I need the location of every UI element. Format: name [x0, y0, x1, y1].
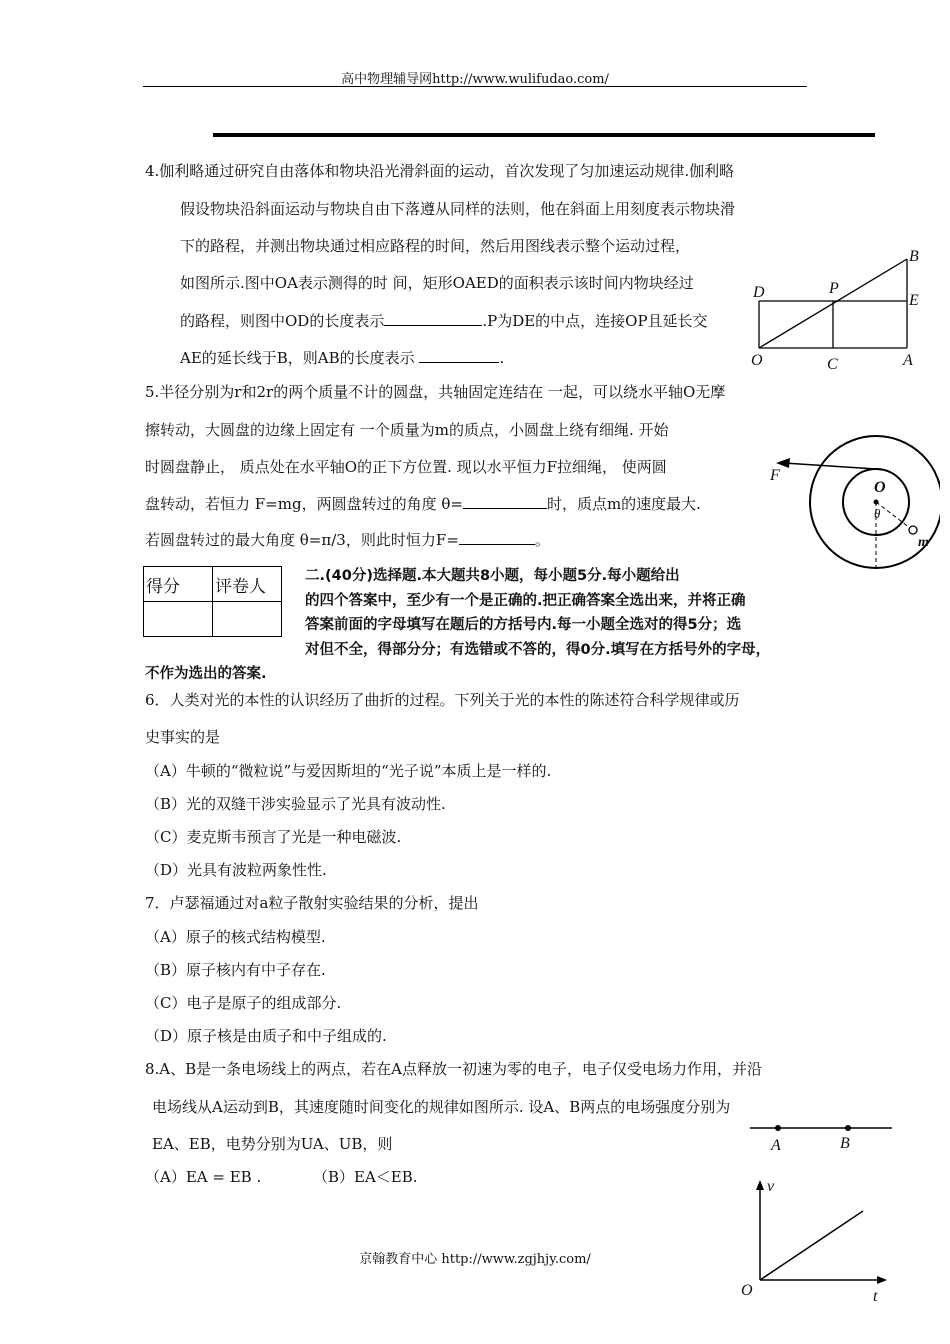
page-footer: 京翰教育中心 http://www.zgjhjy.com/ [359, 1252, 591, 1267]
q4-figure [745, 245, 925, 375]
q8-graph-label-O: O [741, 1282, 753, 1299]
q7-option-b: （B）原子核内有中子存在. [145, 961, 326, 979]
q5-line-4 [145, 494, 701, 514]
q4-line-5-tail: .P为DE的中点，连接OP且延长交 [482, 312, 708, 330]
q5-line-4-text: 盘转动，若恒力 F=mg，两圆盘转过的角度 θ= [145, 495, 463, 513]
q6-line-2: 史事实的是 [145, 728, 221, 746]
q8-graph-velocity-line [760, 1211, 863, 1280]
q8-label-B: B [840, 1135, 850, 1152]
q5-fig-label-F: F [770, 467, 780, 484]
q6-option-a: （A）牛顿的“微粒说”与爱因斯坦的“光子说”本质上是一样的. [145, 762, 552, 780]
q6-option-b: （B）光的双缝干涉实验显示了光具有波动性. [145, 795, 446, 813]
q8-graph-label-t: t [873, 1288, 878, 1305]
q8-field-line-figure [748, 1118, 898, 1158]
q4-line-2: 假设物块沿斜面运动与物块自由下落遵从同样的法则，他在斜面上用刻度表示物块滑 [180, 200, 736, 218]
q5-fig-label-O: O [874, 479, 886, 496]
q6-option-c: （C）麦克斯韦预言了光是一种电磁波. [145, 828, 402, 846]
score-cell[interactable] [144, 602, 213, 637]
q4-fig-label-P: P [829, 280, 839, 297]
q4-line-1: 4.伽利略通过研究自由落体和物块沿光滑斜面的运动，首次发现了匀加速运动规律.伽利略 [145, 162, 735, 180]
q4-fig-label-C: C [827, 356, 838, 373]
q5-fig-label-theta: θ [874, 506, 881, 521]
q5-fig-rope [784, 463, 876, 469]
section-rule [213, 133, 875, 137]
grader-cell[interactable] [213, 602, 282, 637]
q7-option-d: （D）原子核是由质子和中子组成的. [145, 1027, 387, 1045]
q4-line-6 [180, 348, 504, 368]
q7-line-1: 7．卢瑟福通过对a粒子散射实验结果的分析，提出 [145, 894, 479, 912]
q4-line-3: 下的路程，并测出物块通过相应路程的时间，然后用图线表示整个运动过程， [180, 237, 691, 255]
q4-line-6-tail: . [499, 349, 505, 367]
section2-line-5: 不作为选出的答案. [145, 666, 267, 682]
q5-answer-blank-1[interactable] [463, 494, 547, 509]
score-table-header-grader: 评卷人 [213, 567, 282, 602]
score-table [143, 566, 282, 637]
q4-fig-label-E: E [909, 292, 919, 309]
q8-option-b: （B）EA＜EB. [313, 1168, 418, 1186]
q4-line-4: 如图所示.图中OA表示测得的时 间，矩形OAED的面积表示该时间内物块经过 [180, 274, 694, 292]
q7-option-c: （C）电子是原子的组成部分. [145, 994, 342, 1012]
q5-line-5-tail: 。 [534, 531, 550, 549]
q8-option-a: （A）EA = EB . [145, 1168, 262, 1186]
score-table-header-score: 得分 [144, 567, 213, 602]
q8-line-2: 电场线从A运动到B，其速度随时间变化的规律如图所示. 设A、B两点的电场强度分别为 [152, 1098, 731, 1116]
q5-figure [762, 430, 940, 580]
q5-line-1: 5.半径分别为r和2r的两个质量不计的圆盘，共轴固定连结在 一起，可以绕水平轴O无摩 [145, 383, 726, 401]
q5-line-4-tail: 时，质点m的速度最大. [546, 495, 701, 513]
q4-line-5 [180, 311, 708, 331]
section2-line-4: 对但不全，得部分分；有选错或不答的，得0分.填写在方括号外的字母， [305, 642, 771, 658]
q4-answer-blank-2[interactable] [419, 348, 499, 363]
q8-point-B [845, 1125, 851, 1131]
q5-line-5-text: 若圆盘转过的最大角度 θ=π/3，则此时恒力F= [145, 531, 459, 549]
page-header: 高中物理辅导网http://www.wulifudao.com/ [341, 72, 609, 87]
q6-option-d: （D）光具有波粒两象性性. [145, 861, 327, 879]
q5-line-3: 时圆盘静止， 质点处在水平轴O的正下方位置. 现以水平恒力F拉细绳， 使两圆 [145, 458, 667, 476]
q4-answer-blank-1[interactable] [384, 311, 482, 326]
q5-fig-label-m: m [918, 535, 929, 550]
q8-vt-graph [735, 1175, 900, 1310]
q8-point-A [775, 1125, 781, 1131]
section2-line-3: 答案前面的字母填写在题后的方括号内.每一小题全选对的得5分；选 [305, 617, 742, 633]
q8-line-1: 8.A、B是一条电场线上的两点，若在A点释放一初速为零的电子，电子仅受电场力作用，并沿 [145, 1060, 763, 1078]
q4-line-5-text: 的路程，则图中OD的长度表示 [180, 312, 385, 330]
q4-fig-label-B: B [909, 248, 919, 265]
section2-line-1: 二.(40分)选择题.本大题共8小题，每小题5分.每小题给出 [305, 568, 680, 584]
q6-line-1: 6．人类对光的本性的认识经历了曲折的过程。下列关于光的本性的陈述符合科学规律或历 [145, 691, 740, 709]
q5-answer-blank-2[interactable] [459, 530, 535, 545]
q4-fig-label-O: O [751, 352, 763, 369]
q5-line-5 [145, 530, 550, 550]
q4-fig-label-A: A [903, 352, 913, 369]
q4-line-6-text: AE的延长线于B，则AB的长度表示 [180, 349, 415, 367]
q8-graph-t-arrow [877, 1276, 887, 1284]
header-rule [143, 86, 807, 87]
q7-option-a: （A）原子的核式结构模型. [145, 928, 326, 946]
q8-graph-label-v: v [767, 1178, 775, 1195]
q8-graph-v-arrow [756, 1180, 764, 1190]
q8-label-A: A [771, 1137, 781, 1154]
q4-fig-label-D: D [753, 284, 765, 301]
q5-fig-radius-dash [876, 502, 910, 528]
section2-line-2: 的四个答案中，至少有一个是正确的.把正确答案全选出来，并将正确 [305, 593, 746, 609]
q5-fig-mass-point [909, 526, 917, 534]
q5-line-2: 擦转动，大圆盘的边缘上固定有 一个质量为m的质点，小圆盘上绕有细绳. 开始 [145, 421, 669, 439]
q8-line-3: EA、EB，电势分别为UA、UB，则 [152, 1135, 393, 1153]
